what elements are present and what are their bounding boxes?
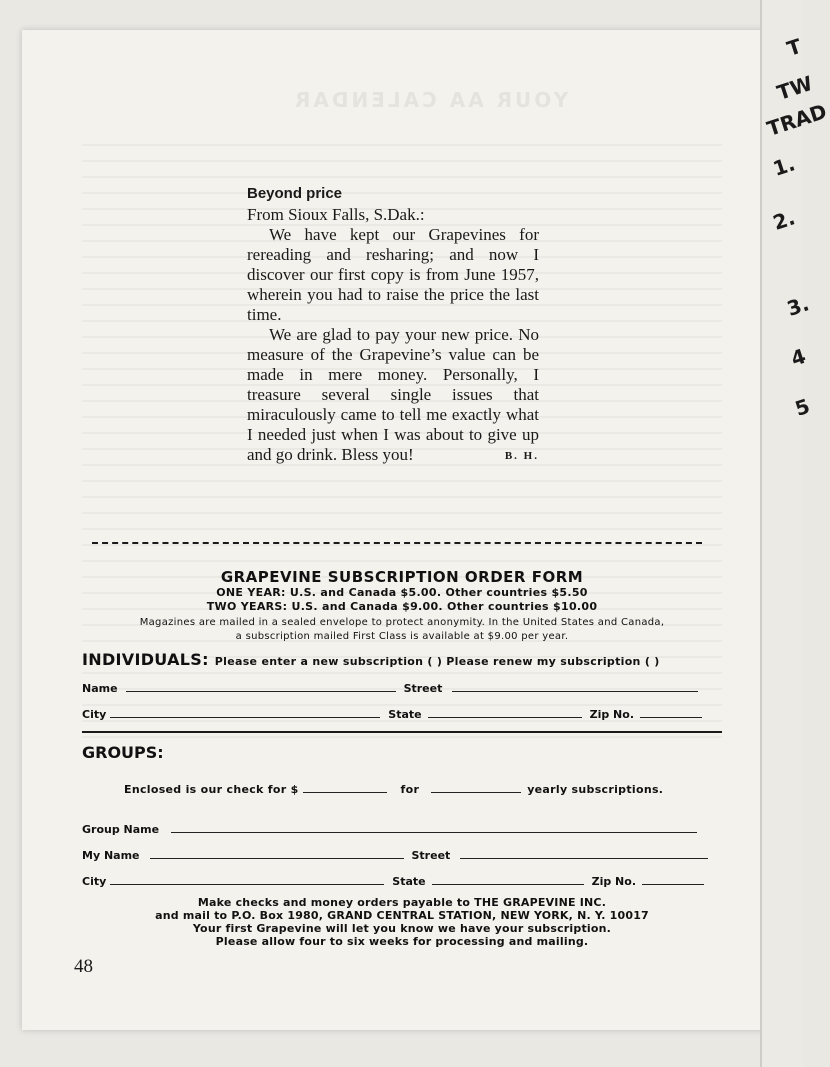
two-years-text: U.S. and Canada $9.00. Other countries $10.00 — [291, 600, 598, 613]
magazine-page — [22, 30, 775, 1030]
two-years-label: TWO YEARS: — [206, 600, 288, 613]
zip-label: Zip No. — [589, 708, 635, 721]
adjacent-fragment-1: T — [784, 33, 805, 61]
city-field[interactable] — [110, 717, 380, 718]
individuals-options[interactable]: Please enter a new subscription ( ) Please renew my subscription ( ) — [214, 655, 660, 668]
adjacent-page-edge — [760, 0, 830, 1067]
mail-note-line-2: a subscription mailed First Class is available at $9.00 per year. — [235, 631, 569, 642]
group-state-label: State — [392, 875, 426, 888]
letter-origin: From Sioux Falls, S.Dak.: — [247, 205, 425, 224]
group-state-field[interactable] — [432, 884, 584, 885]
my-name-field[interactable] — [150, 858, 404, 859]
one-year-label: ONE YEAR: — [216, 586, 286, 599]
street-field[interactable] — [452, 691, 698, 692]
group-street-label: Street — [411, 849, 451, 862]
my-name-street-row — [82, 836, 722, 862]
mail-note-line-1: Magazines are mailed in a sealed envelope to protect anonymity. In the United States and Canada, — [139, 617, 665, 628]
adjacent-fragment-6: 3. — [784, 291, 812, 321]
my-name-label: My Name — [82, 849, 140, 862]
adjacent-fragment-7: 4 — [788, 343, 809, 371]
letter-paragraph-2-text: We are glad to pay your new price. No measure of the Grapevine’s value can be made in mere money. Personally, I treasure several single issues that miraculously came to tell me exactly what I needed just when I was about to give up and go drink. Bless you! — [247, 325, 539, 464]
city-label: City — [82, 708, 107, 721]
adjacent-fragment-2: TW — [774, 70, 816, 105]
for-text: for — [400, 783, 420, 796]
show-through-header: YOUR AA CALENDAR — [292, 88, 569, 112]
letter-signature: B. H. — [504, 450, 539, 462]
zip-field[interactable] — [640, 717, 702, 718]
adjacent-fragment-8: 5 — [792, 393, 813, 421]
name-street-row — [82, 669, 722, 695]
check-row — [82, 772, 722, 796]
one-year-rate — [82, 586, 722, 600]
adjacent-fragment-5: 2. — [770, 205, 798, 235]
enclosed-text: Enclosed is our check for $ — [124, 783, 299, 796]
groups-label: GROUPS: — [82, 743, 164, 762]
page-number: 48 — [74, 956, 93, 977]
footer-line-3: Your first Grapevine will let you know we have your subscription. — [192, 922, 612, 935]
name-field[interactable] — [126, 691, 396, 692]
group-zip-field[interactable] — [642, 884, 704, 885]
form-footer — [82, 896, 722, 948]
individuals-label: INDIVIDUALS: — [82, 650, 209, 669]
name-label: Name — [82, 682, 118, 695]
footer-line-2: and mail to P.O. Box 1980, GRAND CENTRAL STATION, NEW YORK, N. Y. 10017 — [155, 909, 649, 922]
state-field[interactable] — [428, 717, 582, 718]
two-years-rate — [82, 600, 722, 614]
street-label: Street — [403, 682, 443, 695]
individuals-row — [82, 650, 722, 669]
group-city-field[interactable] — [110, 884, 384, 885]
letter-heading: Beyond price — [247, 185, 343, 202]
group-name-label: Group Name — [82, 823, 160, 836]
form-separator — [82, 731, 722, 733]
form-title: GRAPEVINE SUBSCRIPTION ORDER FORM — [220, 568, 584, 586]
check-amount-field[interactable] — [303, 792, 387, 793]
group-city-state-zip-row — [82, 862, 722, 888]
adjacent-fragment-3: TRAD — [764, 99, 830, 141]
city-state-zip-row — [82, 695, 722, 721]
adjacent-fragment-4: 1. — [770, 151, 798, 181]
cut-line — [92, 542, 702, 544]
footer-line-1: Make checks and money orders payable to THE GRAPEVINE INC. — [197, 896, 607, 909]
footer-line-4: Please allow four to six weeks for processing and mailing. — [215, 935, 589, 948]
state-label: State — [388, 708, 422, 721]
group-street-field[interactable] — [460, 858, 708, 859]
yearly-text: yearly subscriptions. — [527, 783, 664, 796]
subscription-count-field[interactable] — [431, 792, 521, 793]
group-zip-label: Zip No. — [591, 875, 637, 888]
group-name-field[interactable] — [171, 832, 697, 833]
subscription-order-form — [82, 560, 722, 948]
group-city-label: City — [82, 875, 107, 888]
one-year-text: U.S. and Canada $5.00. Other countries $5.50 — [289, 586, 588, 599]
reader-letter — [247, 185, 539, 465]
letter-paragraph-1: We have kept our Grapevines for rereading and resharing; and now I discover our first copy is from June 1957, wherein you had to raise the price the last time. — [247, 225, 539, 324]
group-name-row — [82, 810, 722, 836]
letter-paragraph-2 — [247, 325, 539, 465]
